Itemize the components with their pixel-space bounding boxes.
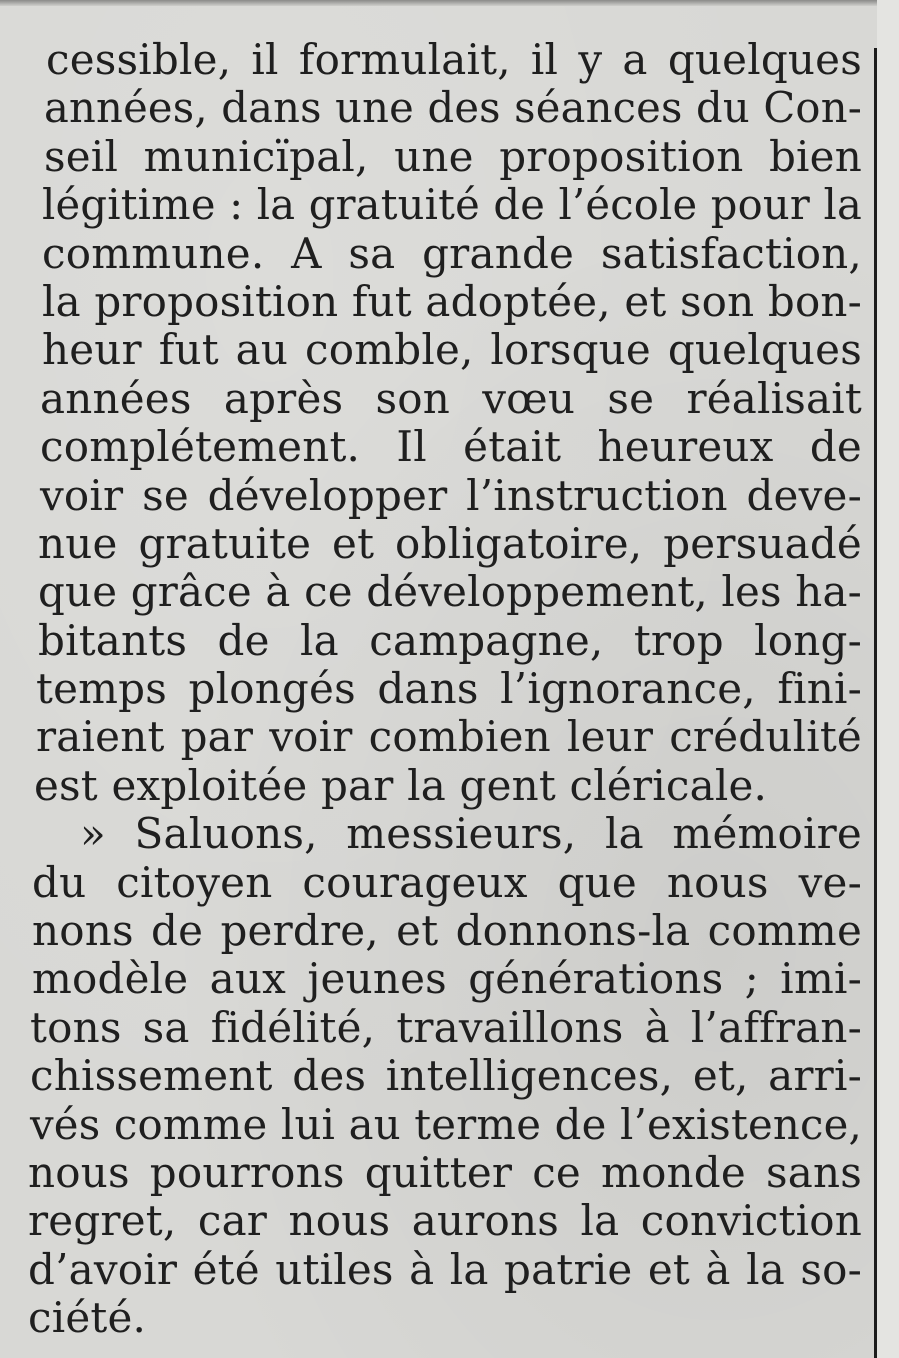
text-line-15: raient par voir combien leur crédulité xyxy=(36,712,862,762)
text-line-6: la proposition fut adoptée, et son bon- xyxy=(42,276,862,326)
text-line-10: voir se développer l’instruction deve- xyxy=(40,470,862,520)
text-line-18: du citoyen courageux que nous ve- xyxy=(32,857,862,907)
text-line-16: est exploitée par la gent cléricale. xyxy=(34,760,768,810)
text-line-23: vés comme lui au terme de l’existence, xyxy=(30,1099,862,1149)
text-line-2: années, dans une des séances du Con- xyxy=(44,83,862,133)
text-line-1: cessible, il formulait, il y a quelques xyxy=(46,35,862,84)
text-line-22: chissement des intelligences, et, arri- xyxy=(30,1051,862,1101)
text-line-27: ciété. xyxy=(28,1293,147,1343)
text-line-25: regret, car nous aurons la conviction xyxy=(28,1196,862,1246)
text-line-3: seil municïpal, une proposition bien xyxy=(44,131,862,181)
text-line-11: nue gratuite et obligatoire, persuadé xyxy=(38,518,862,568)
text-line-14: temps plongés dans l’ignorance, fini- xyxy=(36,664,862,714)
article-text xyxy=(0,36,870,1343)
text-line-8: années après son vœu se réalisait xyxy=(40,373,862,423)
top-rule xyxy=(0,0,899,6)
text-line-24: nous pourrons quitter ce monde sans xyxy=(28,1147,862,1197)
column-rule xyxy=(874,48,877,1358)
text-line-20: modèle aux jeunes générations ; imi- xyxy=(32,954,862,1004)
right-margin xyxy=(877,0,899,1358)
text-line-21: tons sa fidélité, travaillons à l’affran- xyxy=(30,1002,862,1052)
text-line-7: heur fut au comble, lorsque quelques xyxy=(42,325,862,375)
text-line-19: nons de perdre, et donnons-la comme xyxy=(32,906,862,956)
text-line-12: que grâce à ce développement, les ha- xyxy=(38,567,862,617)
text-line-13: bitants de la campagne, trop long- xyxy=(38,615,862,665)
text-line-26: d’avoir été utiles à la patrie et à la so- xyxy=(28,1244,862,1294)
text-line-4: légitime : la gratuité de l’école pour la xyxy=(42,180,862,230)
text-line-9: complétement. Il était heureux de xyxy=(40,422,862,472)
text-line-5: commune. A sa grande satisfaction, xyxy=(42,228,862,278)
text-line-17: » Saluons, messieurs, la mémoire xyxy=(80,809,862,859)
